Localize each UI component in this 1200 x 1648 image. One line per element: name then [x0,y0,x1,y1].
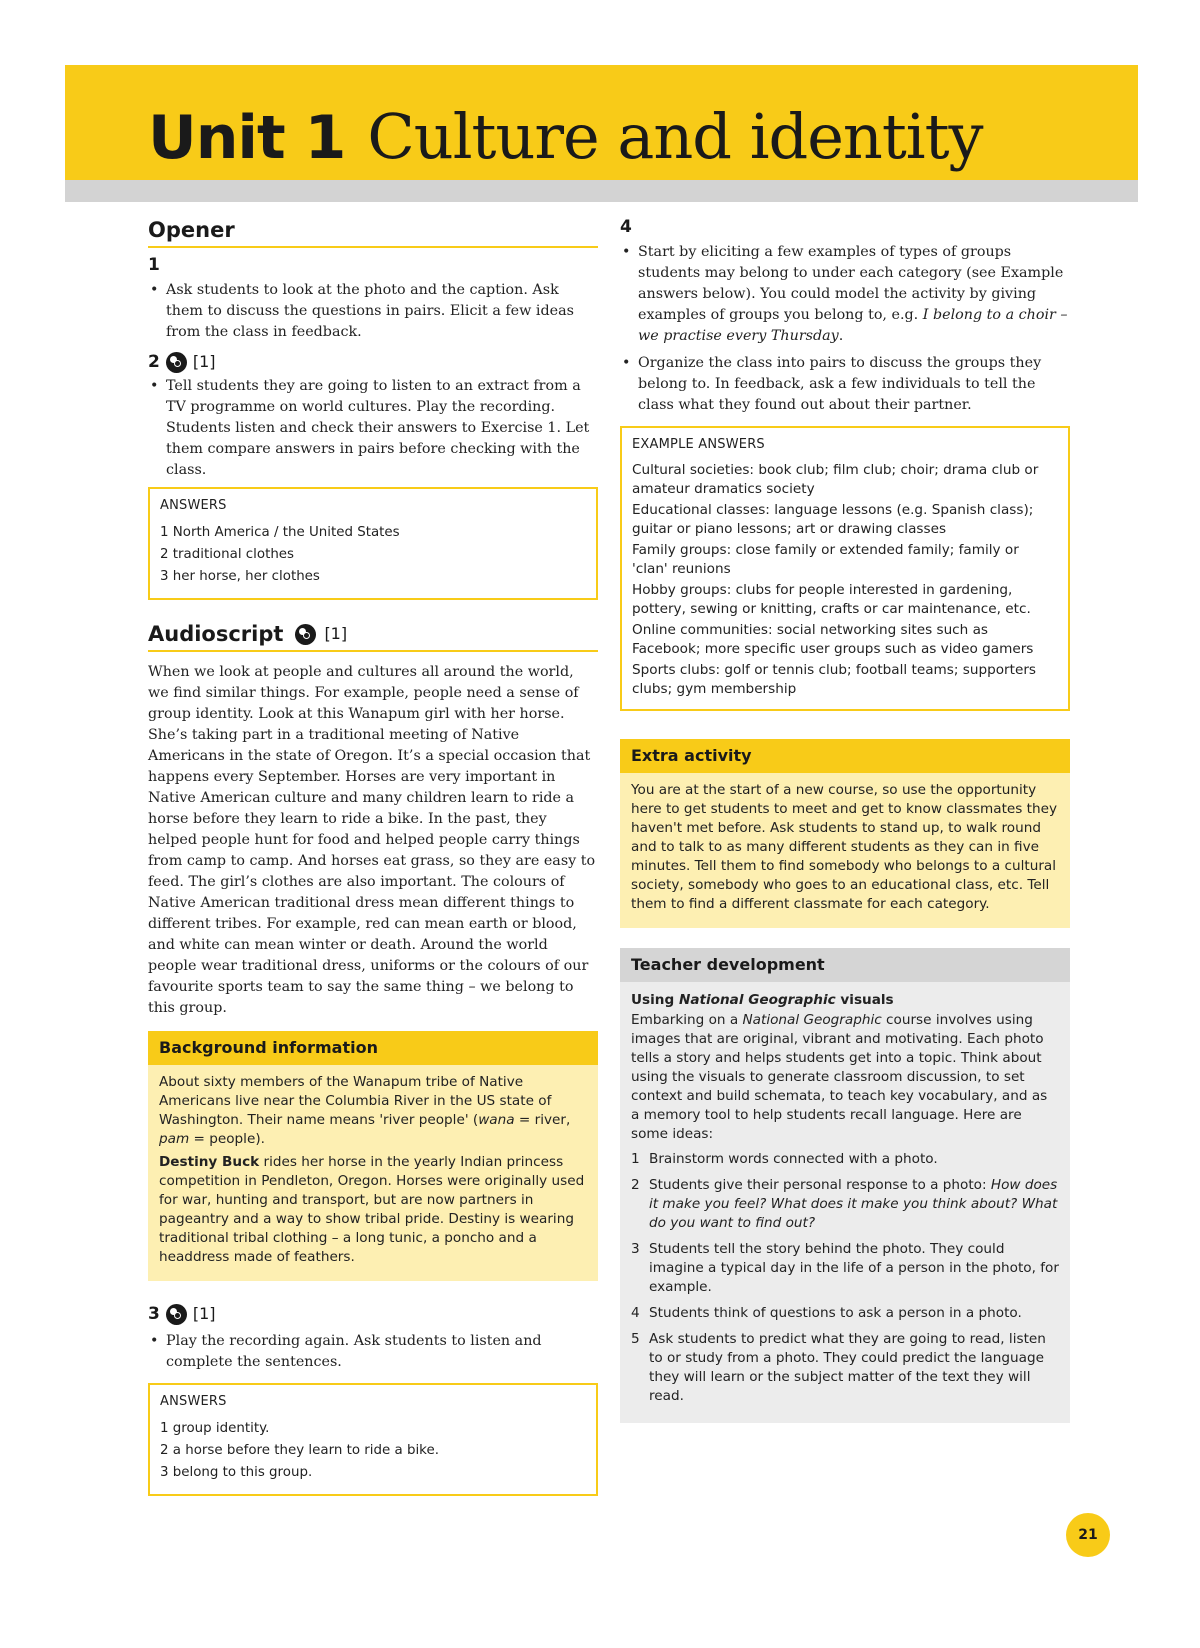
audioscript-text: When we look at people and cultures all around the world, we find similar things. For example, people need a sense of group identity. Look at this Wanapum girl with her horse. She’s taking part in a traditional meeting of Native Americans in the state of Oregon. It’s a special occasion that happens every September. Horses are very important in Native American culture and many children learn to ride a horse before they learn to ride a bike. In the past, they helped people hunt for food and helped people carry things from camp to camp. And horses eat grass, so they are easy to feed. The girl’s clothes are also important. The colours of Native American traditional dress mean different things to different tribes. For example, red can mean earth or blood, and white can mean winter or death. Around the world people wear traditional dress, uniforms or the colours of our favourite sports team to say the same thing – we belong to this group. [148,664,596,1016]
opener-heading: Opener [148,216,598,248]
unit-number: Unit 1 [148,103,346,173]
teacher-development-intro: Embarking on a National Geographic course involves using images that are original, vibrant and motivating. Each photo tells a story and helps students get into a topic. Think about using the visuals to generate classroom discussion, to set context and build schemata, to teach key vocabulary, and as a memory tool to help students recall language. Here are some ideas: [631,1012,1048,1142]
answers-label: ANSWERS [160,498,227,513]
audioscript-heading: Audioscript [1] [148,620,598,652]
teacher-development-body [620,982,1070,1423]
extra-activity-heading: Extra activity [620,739,1070,773]
list-item: • Tell students they are going to listen to an extract from a TV programme on world cultures. Play the recording. Students listen and check their answers to Exercise 1. Let them compare answers in pairs before checking with the class. [148,376,598,481]
list-item: • Ask students to look at the photo and the caption. Ask them to discuss the questions in pairs. Elicit a few ideas from the class in feedback. [148,280,598,343]
teacher-development-heading: Teacher development [620,948,1070,982]
exercise-2-answers [148,487,598,600]
list-item: 2 Students give their personal response to a photo: How does it make you feel? What does it make you think about? What do you want to find out? [631,1177,1058,1231]
answer-line: Educational classes: language lessons (e.g. Spanish class); guitar or piano lessons; art or drawing classes [632,502,1034,537]
answer-line: 3 belong to this group. [160,1465,313,1480]
teacher-development-subheading: Using National Geographic visuals [631,992,894,1008]
background-info-body [148,1065,598,1281]
list-item: • Organize the class into pairs to discuss the groups they belong to. In feedback, ask a few individuals to tell the class what they found out about their partner. [620,353,1070,416]
answer-line: Online communities: social networking sites such as Facebook; more specific user groups such as video gamers [632,622,1034,657]
exercise-1-bullets [148,280,598,343]
page-number: 21 [1066,1513,1110,1557]
answer-line: 2 a horse before they learn to ride a bike. [160,1443,439,1458]
exercise-3-bullets [148,1331,598,1373]
left-column [148,216,598,1496]
answers-label: EXAMPLE ANSWERS [632,437,765,452]
exercise-2-bullets [148,376,598,481]
unit-title: Culture and identity [367,100,983,173]
background-paragraph: Destiny Buck rides her horse in the yearly Indian princess competition in Pendleton, Oregon. Horses were originally used for war, hunting and transport, but are now partners in pageantry and a way to show tribal pride. Destiny is wearing traditional tribal clothing – a long tunic, a poncho and a headdress made of feathers. [159,1154,585,1265]
exercise-3-heading: 3 [1] [148,1304,216,1324]
list-item: • Start by eliciting a few examples of types of groups students may belong to under each category (see Example answers below). You could model the activity by giving examples of groups you belong to, e.g. I belong to a choir – we practise every Thursday. [620,242,1070,347]
answer-line: 3 her horse, her clothes [160,569,320,584]
audio-cd-icon [166,1304,187,1325]
teacher-development-list [631,1150,1059,1406]
list-item: 3 Students tell the story behind the photo. They could imagine a typical day in the life of a person in the photo, for example. [631,1241,1059,1295]
answer-line: 1 North America / the United States [160,525,400,540]
audio-cd-icon [166,352,187,373]
list-item: 1 Brainstorm words connected with a photo. [631,1151,938,1167]
exercise-4-answers [620,426,1070,711]
teacher-development-box [620,948,1070,1423]
answer-line: 2 traditional clothes [160,547,295,562]
answers-label: ANSWERS [160,1394,227,1409]
answer-line: Sports clubs: golf or tennis club; football teams; supporters clubs; gym membership [632,662,1036,697]
right-column [620,216,1070,1423]
exercise-4-bullets [620,242,1070,416]
exercise-4-heading: 4 [620,217,632,237]
answer-line: 1 group identity. [160,1421,270,1436]
list-item: • Play the recording again. Ask students to listen and complete the sentences. [148,1331,598,1373]
banner-strip [65,180,1138,202]
background-info-heading: Background information [148,1031,598,1065]
exercise-2-heading: 2 [1] [148,352,216,372]
exercise-3-answers [148,1383,598,1496]
audio-cd-icon [295,624,316,645]
exercise-1-heading: 1 [148,255,160,275]
answer-line: Hobby groups: clubs for people interested in gardening, pottery, sewing or knitting, crafts or car maintenance, etc. [632,582,1031,617]
page-title [148,96,983,178]
list-item: 5 Ask students to predict what they are going to read, listen to or study from a photo. They could predict the language they will learn or the subject matter of the text they will read. [631,1331,1046,1404]
background-info-box [148,1031,598,1281]
list-item: 4 Students think of questions to ask a person in a photo. [631,1305,1022,1321]
extra-activity-body [620,773,1070,928]
extra-activity-box [620,739,1070,928]
extra-activity-text: You are at the start of a new course, so use the opportunity here to get students to meet and get to know classmates they haven't met before. Ask students to stand up, to walk round and to talk to as many different students as they can in five minutes. Tell them to find somebody who belongs to a cultural society, somebody who goes to an educational class, etc. Tell them to find a different classmate for each category. [631,782,1058,912]
answer-line: Cultural societies: book club; film club; choir; drama club or amateur dramatics society [632,462,1039,497]
answer-line: Family groups: close family or extended family; family or 'clan' reunions [632,542,1019,577]
background-paragraph: About sixty members of the Wanapum tribe of Native Americans live near the Columbia River in the US state of Washington. Their name means 'river people' (wana = river, pam = people). [159,1074,571,1147]
